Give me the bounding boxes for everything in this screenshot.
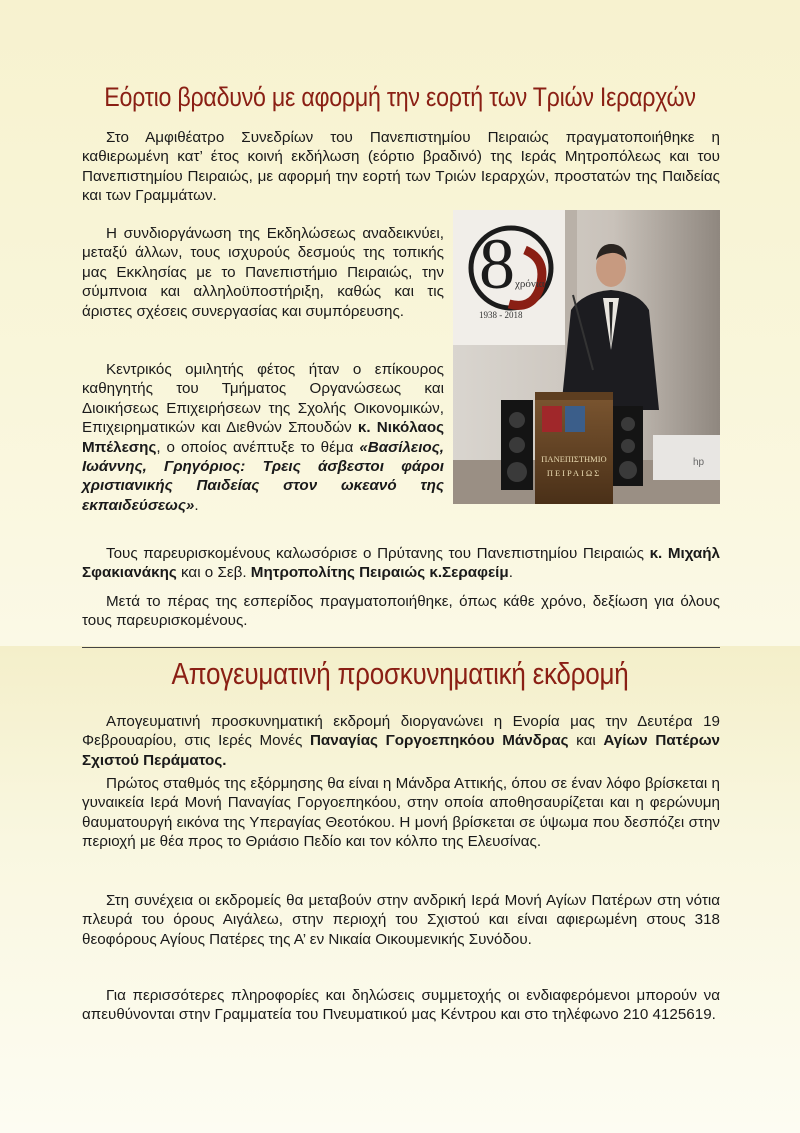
paragraph-3-text: . bbox=[194, 496, 199, 514]
article2-paragraph-1 bbox=[82, 712, 720, 770]
paragraph-4-text: Τους παρευρισκομένους καλωσόρισε ο Πρύτανης του Πανεπιστημίου Πειραιώς bbox=[106, 545, 650, 562]
article2-paragraph-2: Πρώτος σταθμός της εξόρμησης θα είναι η Μάνδρα Αττικής, όπου σε έναν λόφο βρίσκεται η γυναικεία Ιερά Μονή Παναγίας Γοργοεπηκόου, στην οποία αποθησαυρίζεται και η φερώνυμη θαυματουργή εικόνα της Υπεραγίας Θεοτόκου. Η μονή βρίσκεται σε ύψωμα που δεσπόζει στην περιοχή με θέα προς το Θριάσιο Πεδίο και τον κόλπο της Ελευσίνας. bbox=[82, 775, 720, 851]
paragraph-3-text: , ο οποίος ανέπτυξε το θέμα bbox=[156, 438, 360, 456]
article1-paragraph-2: Η συνδιοργάνωση της Εκδηλώσεως αναδεικνύει, μεταξύ άλλων, τους ισχυρούς δεσμούς της τοπικής μας Εκκλησίας με το Πανεπιστήμιο Πειραιώς, την σύμπνοια και αλληλοϋποστήριξη, καθώς και τις άριστες σχέσεις συνεργασίας και συμπόρευσης. bbox=[82, 225, 444, 320]
logo-number: 8 bbox=[479, 224, 515, 304]
article2-paragraph-3: Στη συνέχεια οι εκδρομείς θα μεταβούν στην ανδρική Ιερά Μονή Αγίων Πατέρων στη νότια πλευρά του όρους Αιγάλεω, στην περιοχή του Σχιστού και είναι αφιερωμένη στους 318 θεοφόρους Αγίους Πατέρες της Α’ εν Νικαία Οικουμενικής Συνόδου. bbox=[82, 892, 720, 948]
rector-name: κ. Μιχαήλ Σφακιανάκης bbox=[82, 545, 720, 582]
section-divider bbox=[82, 647, 720, 648]
article1-title: Εόρτιο βραδυνό με αφορμή την εορτή των Τριών Ιεραρχών bbox=[104, 82, 696, 112]
logo-years: 1938 - 2018 bbox=[479, 310, 523, 320]
logo-word: χρόνια bbox=[515, 278, 545, 290]
paragraph-4-text: και ο Σεβ. bbox=[176, 564, 251, 582]
paragraph-1-text: και bbox=[568, 732, 604, 750]
article1-paragraph-5: Μετά το πέρας της εσπερίδος πραγματοποιήθηκε, όπως κάθε χρόνο, δεξίωση για όλους τους παρευρισκομένους. bbox=[82, 593, 720, 630]
article1-paragraph-4 bbox=[82, 544, 720, 583]
speaker-name: κ. Νικόλαος Μπέλεσης bbox=[82, 419, 444, 456]
article1-paragraph-3 bbox=[82, 360, 444, 515]
paragraph-4-text: . bbox=[508, 564, 513, 582]
lecture-topic: «Βασίλειος, Ιωάννης, Γρηγόριος: Τρεις άσβεστοι φάροι χριστιανικής Παιδείας στον ωκεανό της εκπαιδεύσεως» bbox=[82, 438, 444, 514]
article1-paragraph-1: Στο Αμφιθέατρο Συνεδρίων του Πανεπιστημίου Πειραιώς πραγματοποιήθηκε η καθιερωμένη κατ’ έτος κοινή εκδήλωση (εόρτιο βραδινό) της Ιεράς Μητροπόλεως και του Πανεπιστημίου Πειραιώς, με αφορμή την εορτή των Τριών Ιεραρχών, προστατών της Παιδείας και των Γραμμάτων. bbox=[82, 129, 720, 205]
monastery-1: Παναγίας Γοργοεπηκόου Μάνδρας bbox=[309, 732, 569, 750]
university-emblem bbox=[542, 406, 562, 432]
article2-paragraph-4: Για περισσότερες πληροφορίες και δηλώσεις συμμετοχής οι ενδιαφερόμενοι μπορούν να απευθύνονται στην Γραμματεία του Πνευματικού μας Κέντρου και στο τηλέφωνο 210 4125619. bbox=[82, 987, 720, 1024]
podium-text-line2: ΠΕΙΡΑΙΩΣ bbox=[546, 468, 602, 478]
paragraph-3-text: Κεντρικός ομιλητής φέτος ήταν ο επίκουρος καθηγητής του Τμήματος Οργανώσεως και Διοικήσεως Επιχειρήσεων της Σχολής Οικονομικών, Επιχειρηματικών και Διεθνών Σπουδών bbox=[82, 361, 444, 437]
article2-title: Απογευματινή προσκυνηματική εκδρομή bbox=[171, 656, 629, 691]
paragraph-1-text: Απογευματινή προσκυνηματική εκδρομή διοργανώνει η Ενορία μας την Δευτέρα 19 Φεβρουαρίου, στις Ιερές Μονές bbox=[82, 713, 720, 750]
podium-text-line1: ΠΑΝΕΠΙΣΤΗΜΙΟ bbox=[541, 454, 607, 464]
metropolitan-name: Μητροπολίτης Πειραιώς κ.Σεραφείμ bbox=[250, 564, 509, 582]
monastery-2: Αγίων Πατέρων Σχιστού Περάματος. bbox=[82, 732, 720, 769]
laptop-logo: hp bbox=[693, 457, 705, 468]
event-photo bbox=[453, 210, 720, 504]
event-photo-illustration bbox=[453, 210, 720, 504]
laptop bbox=[653, 435, 720, 480]
